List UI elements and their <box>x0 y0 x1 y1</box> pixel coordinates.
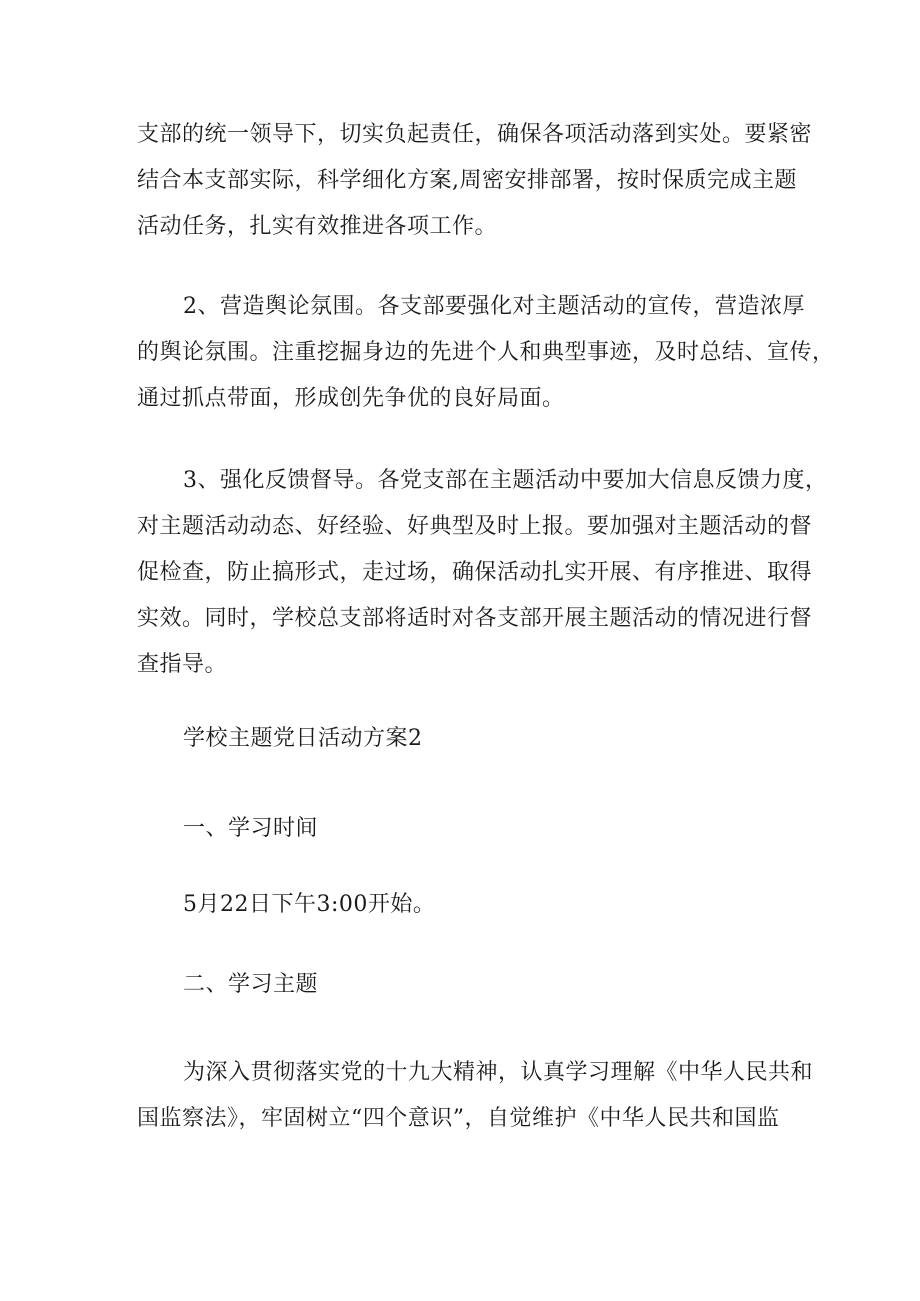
text-line: 2、营造舆论氛围。各支部要强化对主题活动的宣传，营造浓厚 <box>183 294 805 319</box>
text-line: 通过抓点带面，形成创先争优的良好局面。 <box>137 386 565 411</box>
text-line: 促检查，防止搞形式，走过场，确保活动扎实开展、有序推进、取得 <box>137 560 813 585</box>
text-line: 实效。同时，学校总支部将适时对各支部开展主题活动的情况进行督 <box>137 606 813 631</box>
text-line: 为深入贯彻落实党的十九大精神，认真学习理解《中华人民共和 <box>183 1060 814 1085</box>
paragraph-study-theme <box>137 1050 814 1142</box>
heading-study-theme: 二、学习主题 <box>183 972 319 997</box>
text-line: 活动任务，扎实有效推进各项工作。 <box>137 214 498 239</box>
paragraph-feedback-supervision <box>137 458 828 688</box>
text-line: 国监察法》，牢固树立“四个意识”，自觉维护《中华人民共和国监 <box>137 1106 780 1131</box>
study-time-text: 5月22日下午3:00开始。 <box>183 892 436 917</box>
paragraph-continuation <box>137 112 813 250</box>
paragraph-public-opinion <box>137 284 835 422</box>
heading-study-time: 一、学习时间 <box>183 816 319 841</box>
text-line: 3、强化反馈督导。各党支部在主题活动中要加大信息反馈力度， <box>183 468 828 493</box>
section-title: 学校主题党日活动方案2 <box>183 726 423 751</box>
text-line: 结合本支部实际，科学细化方案,周密安排部署，按时保质完成主题 <box>137 168 797 193</box>
text-line: 查指导。 <box>137 652 228 677</box>
text-line: 的舆论氛围。注重挖掘身边的先进个人和典型事迹，及时总结、宣传， <box>137 340 835 365</box>
text-line: 对主题活动动态、好经验、好典型及时上报。要加强对主题活动的督 <box>137 514 813 539</box>
text-line: 支部的统一领导下，切实负起责任，确保各项活动落到实处。要紧密 <box>137 122 813 147</box>
